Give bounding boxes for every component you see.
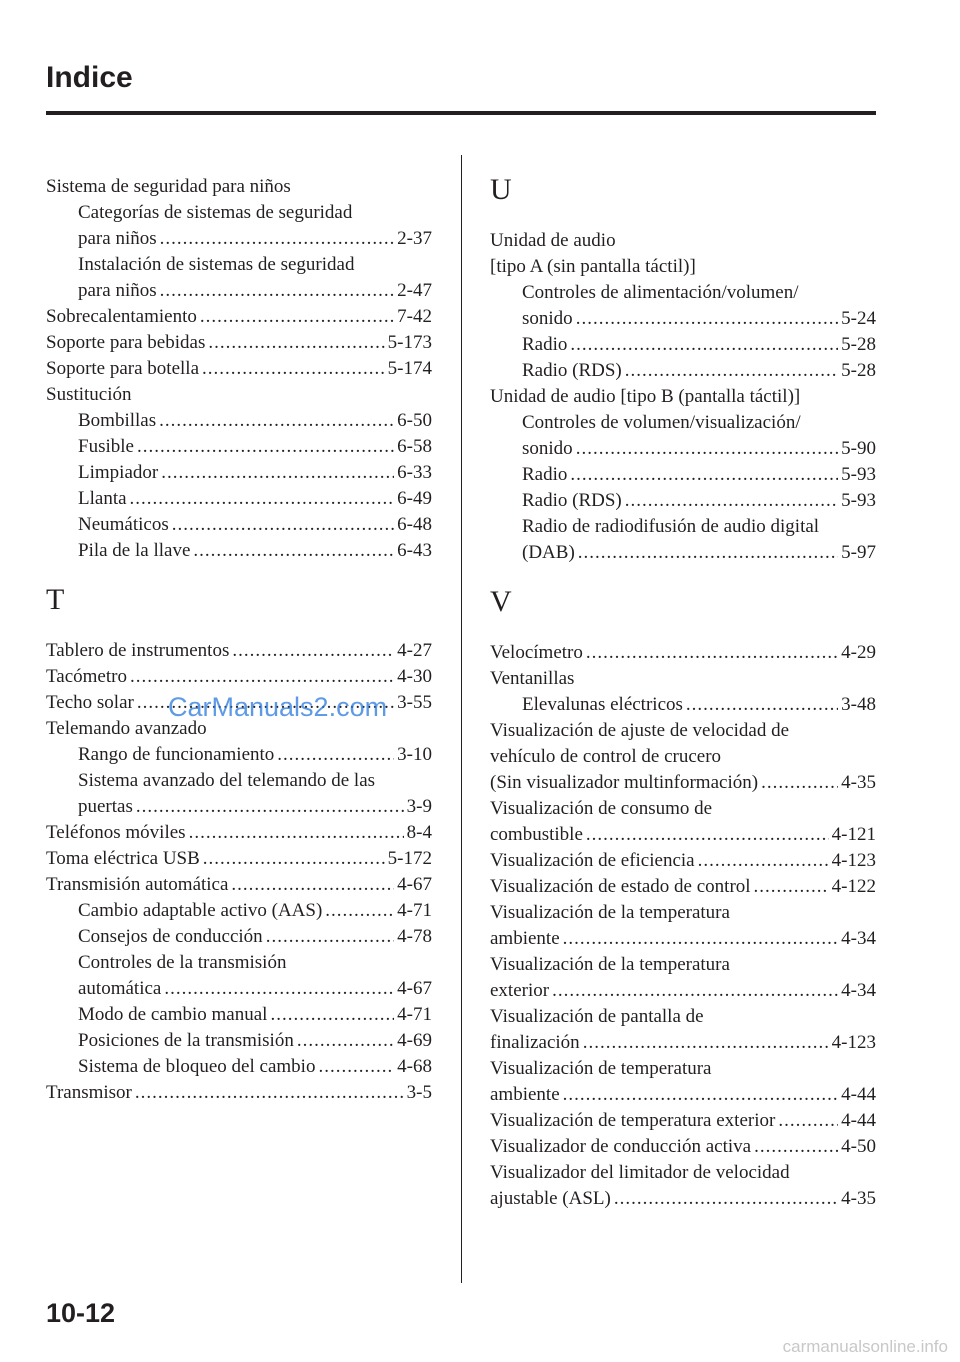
dot-leader [135,1080,404,1106]
entry-label: Radio [522,464,568,485]
index-entry [46,304,432,330]
dot-leader [586,822,829,848]
index-subentry [46,408,432,434]
entry-page-ref: 6-50 [397,410,432,431]
dot-leader [193,538,394,564]
index-entry [46,382,432,408]
dot-leader [137,434,394,460]
entry-label: Visualización de consumo de [490,798,713,819]
dot-leader [614,1186,838,1212]
section-letter: U [490,173,512,206]
index-subentry [46,200,432,226]
index-subentry [490,436,876,462]
index-entry [46,330,432,356]
dot-leader [200,304,394,330]
entry-label: Neumáticos [78,514,169,535]
entry-label: ambiente [490,1084,560,1105]
index-subentry [46,1028,432,1054]
index-entry [490,1004,876,1030]
entry-label: Pila de la llave [78,540,191,561]
entry-label: Instalación de sistemas de seguridad [78,254,355,275]
entry-label: Controles de volumen/visualización/ [522,412,801,433]
entry-label: automática [78,978,162,999]
entry-label: puertas [78,796,133,817]
entry-label: Visualizador del limitador de velocidad [490,1162,790,1183]
index-entry [490,744,876,770]
entry-page-ref: 6-48 [397,514,432,535]
entry-page-ref: 4-50 [841,1136,876,1157]
index-entry [490,770,876,796]
dot-leader [189,820,404,846]
dot-leader [203,846,385,872]
index-subentry [490,488,876,514]
index-subentry [490,332,876,358]
entry-label: sonido [522,308,573,329]
entry-page-ref: 4-34 [841,980,876,1001]
dot-leader [586,640,838,666]
entry-page-ref: 4-122 [831,876,876,897]
index-subentry [46,742,432,768]
entry-label: (DAB) [522,542,575,563]
entry-label: Limpiador [78,462,159,483]
entry-label: Rango de funcionamiento [78,744,275,765]
entry-label: Radio (RDS) [522,360,622,381]
entry-page-ref: 5-28 [841,334,876,355]
index-entry [490,900,876,926]
page-title: Indice [46,61,133,94]
index-entry [490,1134,876,1160]
entry-label: Visualización de eficiencia [490,850,695,871]
entry-page-ref: 5-28 [841,360,876,381]
entry-label: Techo solar [46,692,134,713]
entry-page-ref: 4-123 [831,1032,876,1053]
entry-page-ref: 5-97 [841,542,876,563]
index-entry [490,1056,876,1082]
index-entry [490,640,876,666]
entry-page-ref: 3-10 [397,744,432,765]
dot-leader [754,874,829,900]
dot-leader [202,356,385,382]
entry-label: Tablero de instrumentos [46,640,230,661]
dot-leader [578,540,838,566]
dot-leader [164,976,394,1002]
entry-page-ref: 4-68 [397,1056,432,1077]
dot-leader [754,1134,838,1160]
dot-leader [136,794,404,820]
index-column-left [46,174,432,1106]
entry-label: Unidad de audio [490,230,616,251]
dot-leader [698,848,829,874]
entry-page-ref: 4-35 [841,1188,876,1209]
entry-label: Radio de radiodifusión de audio digital [522,516,820,537]
index-subentry [46,924,432,950]
entry-label: Elevalunas eléctricos [522,694,683,715]
entry-page-ref: 4-44 [841,1084,876,1105]
entry-page-ref: 4-71 [397,1004,432,1025]
index-entry [490,978,876,1004]
index-entry [46,356,432,382]
entry-page-ref: 5-93 [841,490,876,511]
entry-label: Ventanillas [490,668,575,689]
entry-page-ref: 5-93 [841,464,876,485]
dot-leader [576,436,838,462]
index-entry [490,1030,876,1056]
index-entry [46,846,432,872]
dot-leader [563,926,839,952]
dot-leader [625,488,838,514]
dot-leader [232,638,394,664]
index-subentry [46,460,432,486]
index-subentry [46,538,432,564]
section-letter: T [46,583,65,616]
entry-label: Radio [522,334,568,355]
entry-label: para niños [78,280,157,301]
dot-leader [625,358,838,384]
index-subentry [490,410,876,436]
index-entry [490,228,876,254]
index-subentry [46,768,432,794]
index-subentry [46,434,432,460]
entry-page-ref: 4-121 [831,824,876,845]
index-entry [46,638,432,664]
entry-page-ref: 3-48 [841,694,876,715]
entry-label: Categorías de sistemas de seguridad [78,202,353,223]
entry-page-ref: 4-69 [397,1030,432,1051]
index-subentry [490,540,876,566]
dot-leader [570,332,838,358]
entry-label: Sustitución [46,384,132,405]
dot-leader [563,1082,839,1108]
entry-page-ref: 5-24 [841,308,876,329]
entry-label: Visualización de pantalla de [490,1006,704,1027]
entry-label: Sistema de seguridad para niños [46,176,291,197]
entry-label: Visualización de temperatura [490,1058,712,1079]
entry-label: Modo de cambio manual [78,1004,268,1025]
entry-page-ref: 5-90 [841,438,876,459]
index-entry [46,664,432,690]
entry-label: [tipo A (sin pantalla táctil)] [490,256,696,277]
index-entry [46,872,432,898]
entry-label: Radio (RDS) [522,490,622,511]
entry-page-ref: 3-9 [406,796,432,817]
entry-page-ref: 4-78 [397,926,432,947]
dot-leader [325,898,394,924]
entry-label: (Sin visualizador multinformación) [490,772,759,793]
entry-label: Soporte para botella [46,358,200,379]
entry-label: Visualizador de conducción activa [490,1136,752,1157]
index-subentry [490,514,876,540]
index-entry [490,926,876,952]
dot-leader [277,742,394,768]
dot-leader [172,512,394,538]
index-entry [490,666,876,692]
index-entry [490,796,876,822]
entry-page-ref: 2-47 [397,280,432,301]
index-subentry [46,950,432,976]
entry-label: ajustable (ASL) [490,1188,611,1209]
entry-page-ref: 4-35 [841,772,876,793]
index-subentry [46,1054,432,1080]
entry-page-ref: 5-172 [387,848,432,869]
dot-leader [160,278,395,304]
dot-leader [130,486,395,512]
index-entry [490,384,876,410]
entry-label: Toma eléctrica USB [46,848,200,869]
dot-leader [160,226,395,252]
entry-label: Consejos de conducción [78,926,263,947]
entry-label: Posiciones de la transmisión [78,1030,294,1051]
index-entry [490,1082,876,1108]
dot-leader [130,664,394,690]
dot-leader [159,408,394,434]
entry-page-ref: 4-67 [397,978,432,999]
dot-leader [778,1108,838,1134]
index-subentry [490,358,876,384]
column-divider [461,155,462,1283]
dot-leader [552,978,838,1004]
section-letter: V [490,585,512,618]
entry-label: Unidad de audio [tipo B (pantalla táctil)] [490,386,801,407]
header-rule [46,111,876,115]
dot-leader [576,306,838,332]
entry-label: para niños [78,228,157,249]
entry-label: sonido [522,438,573,459]
index-subentry [46,252,432,278]
index-entry [46,820,432,846]
entry-page-ref: 4-29 [841,642,876,663]
entry-label: Controles de alimentación/volumen/ [522,282,799,303]
index-entry [490,1186,876,1212]
dot-leader [686,692,838,718]
dot-leader [208,330,384,356]
entry-page-ref: 4-44 [841,1110,876,1131]
entry-label: Teléfonos móviles [46,822,186,843]
entry-label: Controles de la transmisión [78,952,287,973]
entry-label: Sistema de bloqueo del cambio [78,1056,316,1077]
entry-label: Bombillas [78,410,157,431]
dot-leader [161,460,394,486]
entry-page-ref: 8-4 [406,822,432,843]
entry-label: Visualización de estado de control [490,876,751,897]
entry-page-ref: 6-33 [397,462,432,483]
index-subentry [46,486,432,512]
index-subentry [46,976,432,1002]
index-entry [490,848,876,874]
entry-label: Sobrecalentamiento [46,306,197,327]
entry-label: Soporte para bebidas [46,332,206,353]
index-entry [46,174,432,200]
entry-page-ref: 4-123 [831,850,876,871]
dot-leader [231,872,394,898]
page-number: 10-12 [46,1298,116,1328]
entry-label: finalización [490,1032,580,1053]
dot-leader [266,924,394,950]
entry-page-ref: 4-27 [397,640,432,661]
entry-label: Telemando avanzado [46,718,207,739]
index-subentry [46,278,432,304]
entry-label: vehículo de control de crucero [490,746,722,767]
entry-label: Visualización de ajuste de velocidad de [490,720,790,741]
entry-page-ref: 5-174 [387,358,432,379]
entry-page-ref: 3-5 [406,1082,432,1103]
entry-label: Cambio adaptable activo (AAS) [78,900,323,921]
dot-leader [583,1030,829,1056]
entry-label: Visualización de la temperatura [490,902,730,923]
entry-label: Visualización de la temperatura [490,954,730,975]
entry-label: Transmisor [46,1082,132,1103]
entry-label: Transmisión automática [46,874,229,895]
index-subentry [46,226,432,252]
index-entry [490,952,876,978]
index-subentry [46,794,432,820]
entry-label: ambiente [490,928,560,949]
entry-label: exterior [490,980,550,1001]
index-subentry [490,462,876,488]
entry-page-ref: 3-55 [397,692,432,713]
entry-page-ref: 6-58 [397,436,432,457]
entry-label: Sistema avanzado del telemando de las [78,770,376,791]
index-entry [490,1160,876,1186]
entry-page-ref: 5-173 [387,332,432,353]
index-subentry [46,512,432,538]
entry-page-ref: 4-34 [841,928,876,949]
entry-page-ref: 4-71 [397,900,432,921]
entry-page-ref: 2-37 [397,228,432,249]
entry-label: Tacómetro [46,666,127,687]
entry-label: combustible [490,824,583,845]
dot-leader [297,1028,394,1054]
index-entry [490,254,876,280]
dot-leader [570,462,838,488]
index-subentry [46,898,432,924]
entry-label: Visualización de temperatura exterior [490,1110,776,1131]
index-entry [490,822,876,848]
index-entry [490,874,876,900]
entry-page-ref: 7-42 [397,306,432,327]
entry-page-ref: 6-49 [397,488,432,509]
entry-page-ref: 4-67 [397,874,432,895]
index-subentry [490,306,876,332]
entry-label: Llanta [78,488,127,509]
entry-page-ref: 4-30 [397,666,432,687]
index-subentry [46,1002,432,1028]
entry-label: Fusible [78,436,134,457]
dot-leader [761,770,838,796]
watermark-text: CarManuals2.com [168,692,388,722]
index-column-right [490,174,876,1212]
index-entry [46,1080,432,1106]
index-entry [490,1108,876,1134]
entry-page-ref: 6-43 [397,540,432,561]
dot-leader [318,1054,394,1080]
footer-watermark: carmanualsonline.info [782,1337,948,1356]
index-subentry [490,280,876,306]
index-subentry [490,692,876,718]
index-entry [490,718,876,744]
dot-leader [270,1002,394,1028]
entry-label: Velocímetro [490,642,583,663]
